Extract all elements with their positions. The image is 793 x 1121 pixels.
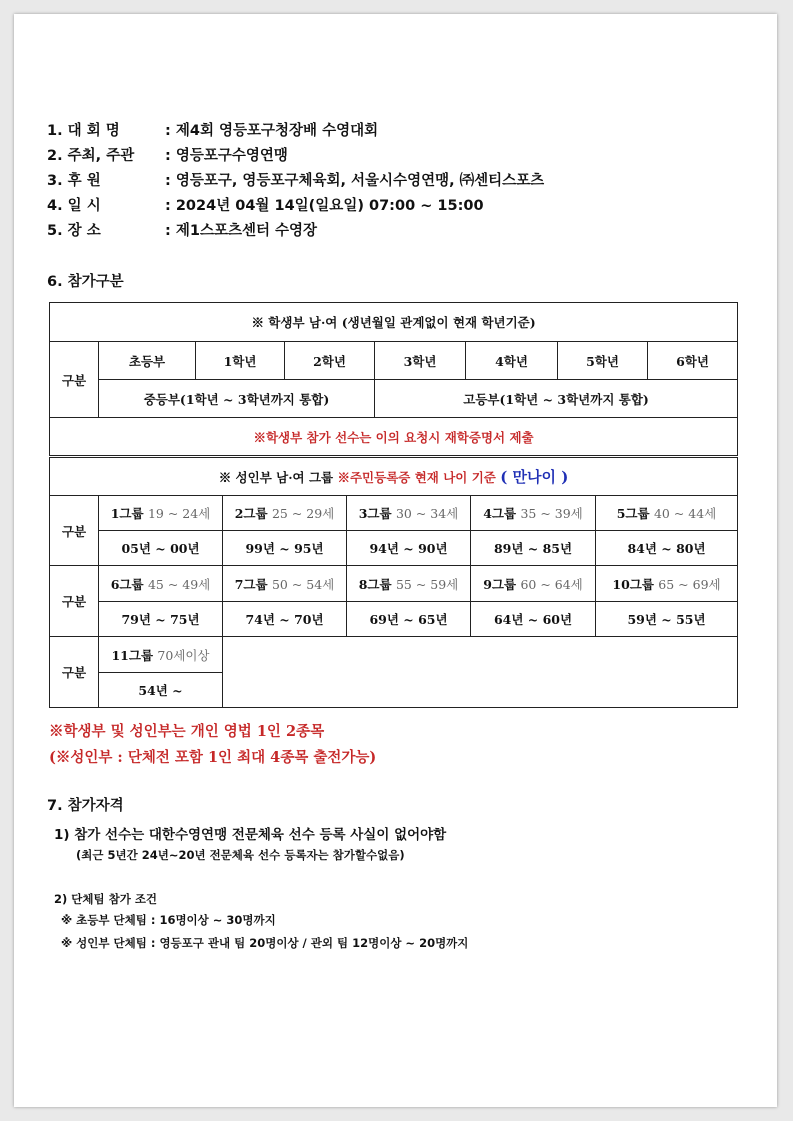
group-cell bbox=[596, 566, 738, 602]
student-notice: ※학생부 참가 선수는 이의 요청시 재학증명서 제출 bbox=[50, 418, 738, 456]
group-cell bbox=[347, 566, 471, 602]
group-ages: 45 ~ 49세 bbox=[147, 576, 211, 592]
section-7-title: 7. 참가자격 bbox=[47, 798, 124, 814]
group-name: 1그룹 bbox=[110, 506, 144, 521]
birth-year-cell: 54년 ~ bbox=[99, 673, 223, 708]
birth-year-cell: 59년 ~ 55년 bbox=[596, 602, 738, 637]
info-value: : 2024년 04월 14일(일요일) 07:00 ~ 15:00 bbox=[165, 198, 484, 214]
group-name: 6그룹 bbox=[110, 576, 144, 592]
event-info bbox=[47, 119, 544, 244]
group-name: 10그룹 bbox=[612, 576, 654, 592]
adult-header-man-age: ( 만나이 ) bbox=[500, 468, 569, 486]
group-cell bbox=[99, 637, 223, 673]
elementary-label: 초등부 bbox=[99, 342, 196, 380]
group-cell bbox=[471, 496, 596, 531]
grade-cell: 1학년 bbox=[196, 342, 285, 380]
group-name: 8그룹 bbox=[358, 576, 392, 592]
group-name: 3그룹 bbox=[358, 506, 392, 521]
info-label: 4. 일 시 bbox=[47, 198, 101, 214]
adult-header-age-basis: ※주민등록증 현재 나이 기준 bbox=[337, 470, 501, 485]
group-ages: 65 ~ 69세 bbox=[658, 576, 721, 592]
grade-cell: 4학년 bbox=[466, 342, 558, 380]
info-row-host bbox=[47, 144, 544, 169]
info-value: : 제1스포츠센터 수영장 bbox=[165, 223, 318, 239]
group-ages: 50 ~ 54세 bbox=[271, 576, 335, 592]
group-cell bbox=[99, 566, 223, 602]
grade-cell: 6학년 bbox=[648, 342, 738, 380]
group-ages: 40 ~ 44세 bbox=[653, 506, 717, 521]
gubun-label: 구분 bbox=[50, 566, 99, 637]
info-label: 2. 주최, 주관 bbox=[47, 148, 135, 164]
group-ages: 30 ~ 34세 bbox=[395, 506, 459, 521]
group-cell bbox=[596, 496, 738, 531]
group-name: 11그룹 bbox=[111, 647, 154, 663]
birth-year-cell: 94년 ~ 90년 bbox=[347, 531, 471, 566]
gubun-label: 구분 bbox=[50, 496, 99, 566]
birth-year-cell: 64년 ~ 60년 bbox=[471, 602, 596, 637]
high-school-cell: 고등부(1학년 ~ 3학년까지 통합) bbox=[375, 380, 738, 418]
info-value: : 영등포구, 영등포구체육회, 서울시수영연맹, ㈜센티스포츠 bbox=[165, 173, 545, 189]
qualification-2-elementary: ※ 초등부 단체팀 : 16명이상 ~ 30명까지 bbox=[61, 913, 276, 927]
student-division-table bbox=[49, 302, 738, 456]
gubun-label: 구분 bbox=[50, 342, 99, 418]
info-row-date bbox=[47, 194, 544, 219]
info-label: 3. 후 원 bbox=[47, 173, 101, 189]
qualification-1-detail: (최근 5년간 24년~20년 전문체육 선수 등록자는 참가할수없음) bbox=[76, 848, 405, 862]
middle-school-cell: 중등부(1학년 ~ 3학년까지 통합) bbox=[99, 380, 375, 418]
group-cell bbox=[99, 496, 223, 531]
grade-cell: 5학년 bbox=[558, 342, 648, 380]
grade-cell: 3학년 bbox=[375, 342, 466, 380]
adult-header-text: ※ 성인부 남·여 그룹 bbox=[218, 470, 338, 485]
group-cell bbox=[471, 566, 596, 602]
info-value: : 영등포구수영연맹 bbox=[165, 148, 288, 164]
student-header: ※ 학생부 남·여 (생년월일 관계없이 현재 학년기준) bbox=[50, 303, 738, 342]
birth-year-cell: 84년 ~ 80년 bbox=[596, 531, 738, 566]
group-ages: 70세이상 bbox=[157, 647, 210, 663]
qualification-2: 2) 단체팀 참가 조건 bbox=[54, 892, 158, 906]
section-6-title: 6. 참가구분 bbox=[47, 274, 124, 290]
birth-year-cell: 05년 ~ 00년 bbox=[99, 531, 223, 566]
info-row-sponsor bbox=[47, 169, 544, 194]
info-value: : 제4회 영등포구청장배 수영대회 bbox=[165, 123, 379, 139]
group-ages: 55 ~ 59세 bbox=[395, 576, 459, 592]
info-row-venue bbox=[47, 219, 544, 244]
qualification-2-adult: ※ 성인부 단체팀 : 영등포구 관내 팀 20명이상 / 관외 팀 12명이상 ~ 20명까지 bbox=[61, 936, 469, 950]
group-cell bbox=[223, 566, 347, 602]
group-cell bbox=[223, 496, 347, 531]
group-name: 5그룹 bbox=[616, 506, 650, 521]
group-cell bbox=[347, 496, 471, 531]
group-ages: 19 ~ 24세 bbox=[147, 506, 211, 521]
info-row-title bbox=[47, 119, 544, 144]
group-name: 9그룹 bbox=[483, 576, 517, 592]
group-name: 7그룹 bbox=[234, 576, 268, 592]
birth-year-cell: 79년 ~ 75년 bbox=[99, 602, 223, 637]
group-ages: 35 ~ 39세 bbox=[520, 506, 583, 521]
birth-year-cell: 74년 ~ 70년 bbox=[223, 602, 347, 637]
birth-year-cell: 89년 ~ 85년 bbox=[471, 531, 596, 566]
gubun-label: 구분 bbox=[50, 637, 99, 708]
birth-year-cell: 99년 ~ 95년 bbox=[223, 531, 347, 566]
adult-division-table bbox=[49, 457, 738, 708]
event-limit-note: ※학생부 및 성인부는 개인 영법 1인 2종목 bbox=[49, 723, 325, 740]
team-event-note: (※성인부 : 단체전 포함 1인 최대 4종목 출전가능) bbox=[49, 749, 377, 766]
grade-cell: 2학년 bbox=[285, 342, 375, 380]
group-name: 4그룹 bbox=[483, 506, 517, 521]
qualification-1: 1) 참가 선수는 대한수영연맹 전문체육 선수 등록 사실이 없어야함 bbox=[54, 827, 447, 843]
info-label: 1. 대 회 명 bbox=[47, 123, 120, 139]
adult-header bbox=[50, 458, 738, 496]
info-label: 5. 장 소 bbox=[47, 223, 101, 239]
birth-year-cell: 69년 ~ 65년 bbox=[347, 602, 471, 637]
group-ages: 60 ~ 64세 bbox=[520, 576, 583, 592]
empty-area bbox=[223, 637, 738, 708]
group-ages: 25 ~ 29세 bbox=[271, 506, 335, 521]
group-name: 2그룹 bbox=[234, 506, 268, 521]
